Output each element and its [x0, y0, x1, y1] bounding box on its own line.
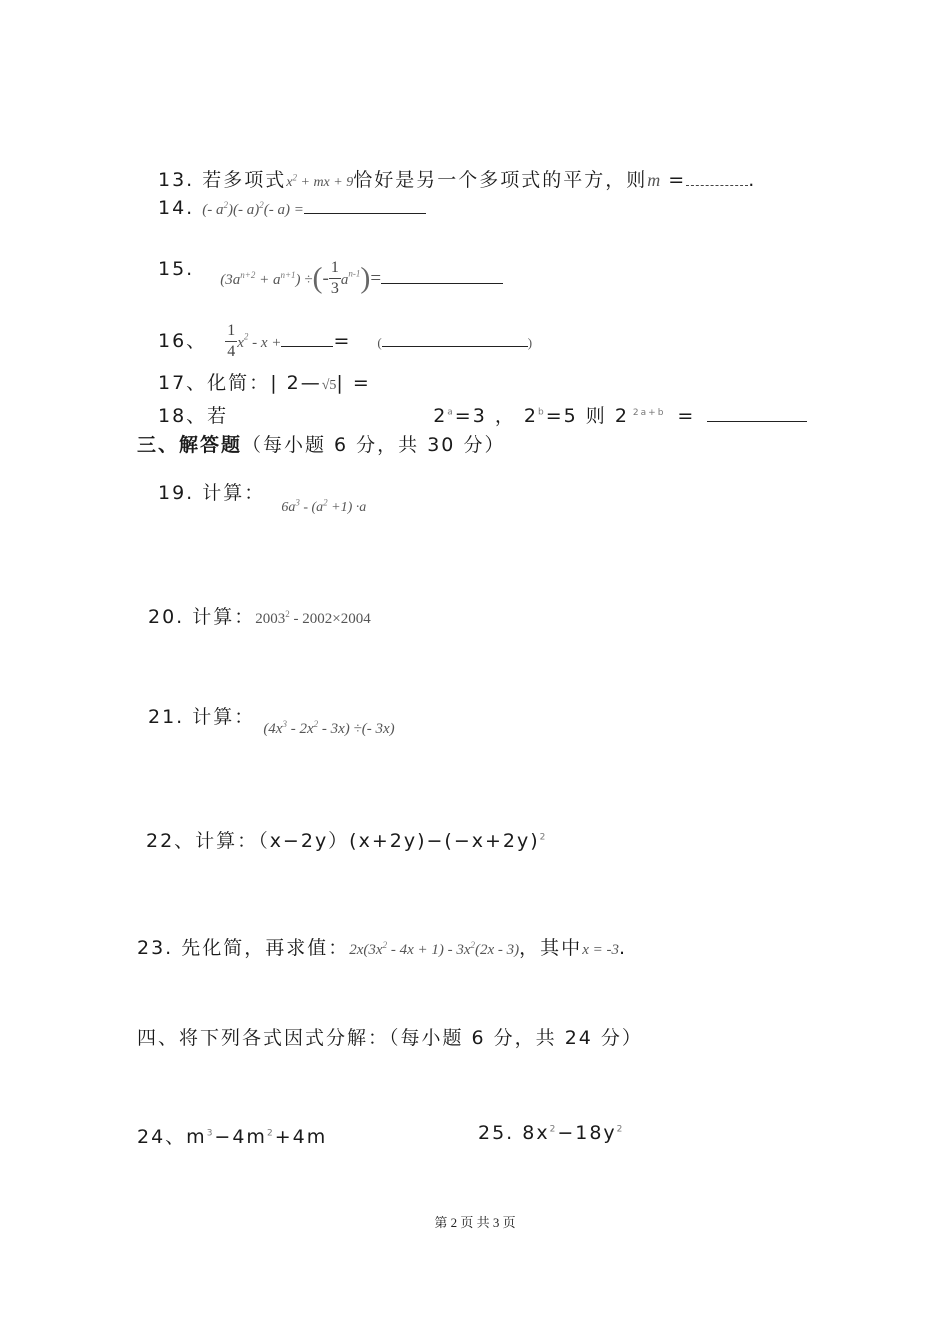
section-4-heading: 四、将下列各式因式分解：（每小题 6 分，共 24 分）: [137, 1027, 643, 1049]
page-footer: 第 2 页 共 3 页: [434, 1215, 516, 1230]
question-24: 24、$m^3-4m^2+4m$: [137, 1126, 328, 1148]
question-17: 17、化简：| 2—√5| =: [158, 372, 371, 394]
question-16: 16、 $\frac{1}{4}$ $x^2$ - x + = ( ): [158, 322, 533, 360]
section-3-heading: 三、解答题（每小题 6 分，共 30 分）: [137, 434, 506, 456]
q13-number: 13.: [158, 169, 195, 191]
q18-answer-blank[interactable]: [707, 421, 807, 422]
question-18: 18、若 $2^a=3$ ， $2^b=5$ 则 2 $^{2a+b}$ =: [158, 401, 807, 428]
q13-text-2: 恰好是另一个多项式的平方，则: [353, 169, 648, 191]
question-20: 20. 计算：2003$^2$ - 2002×2004: [148, 606, 371, 628]
question-23: 23. 先化简，再求值：$2x(3x^2 - 4x + 1) - 3x^2(2x - 3)$，其中x = -3.: [137, 937, 628, 959]
q13-text: 若多项式: [202, 169, 287, 191]
question-14: 14. (- $a^2)(-$ a)$^2$(- a) =: [158, 197, 426, 219]
q14-answer-blank[interactable]: [304, 213, 426, 214]
question-13: 13. 若多项式$x^2$ + mx + 9恰好是另一个多项式的平方，则m = .: [158, 169, 757, 191]
q16-blank-2[interactable]: [382, 346, 528, 347]
question-25: 25. $8x^2-18y^2$: [478, 1122, 625, 1144]
question-19: 19. 计算： $_{6a^3 - (a^2 +1) \cdot a}$: [158, 482, 367, 515]
q16-blank-1[interactable]: [281, 346, 333, 347]
question-21: 21. 计算： $_{(4x^3 - 2x^2 - 3x) \div(- 3x)}$: [148, 706, 395, 737]
q13-answer-blank[interactable]: [686, 185, 748, 186]
question-15: 15. $(3a^{n+2} + a^{n+1})$ ÷(- $\frac{1}{3}$ $a^{n-1})=$: [158, 258, 503, 299]
question-22: 22、计算：$(x-2y)(x+2y)-(-x+2y)^2$: [146, 830, 548, 852]
q15-answer-blank[interactable]: [381, 283, 503, 284]
